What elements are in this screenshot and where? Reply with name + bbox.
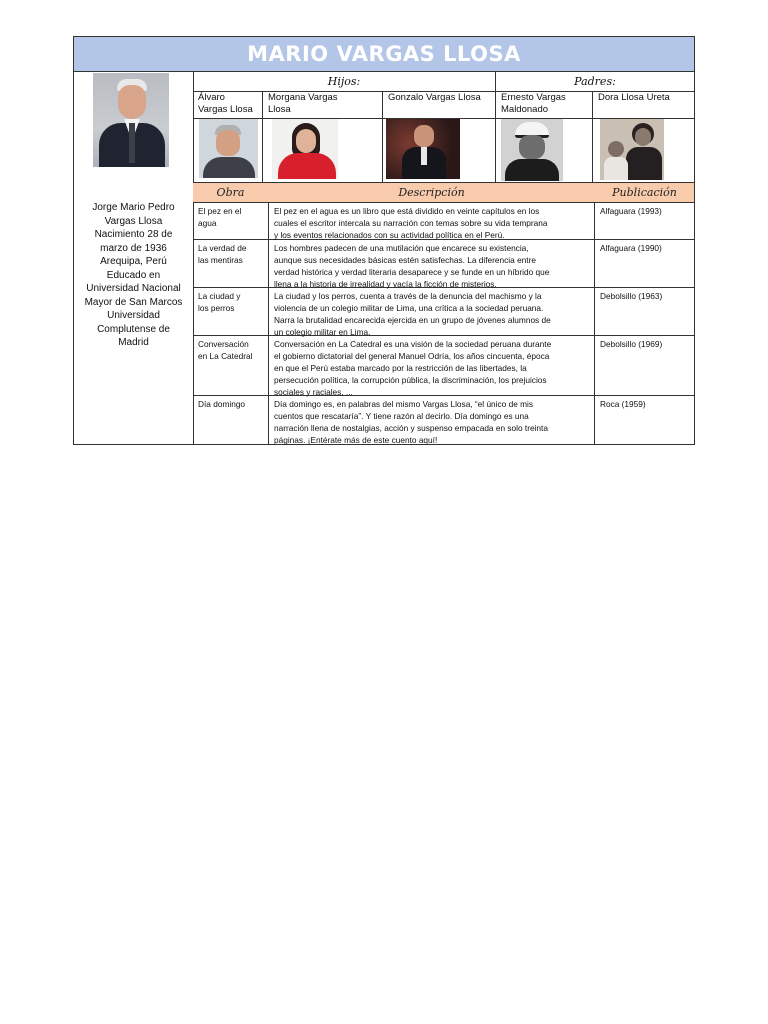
parent-name-ernesto bbox=[496, 91, 592, 118]
title-line: Día domingo bbox=[198, 399, 246, 409]
desc-line: un colegio militar en Lima. bbox=[274, 327, 371, 337]
header-descripcion: Descripción bbox=[398, 186, 465, 199]
photo-alvaro bbox=[199, 119, 258, 178]
desc-line: y los eventos relacionados con su actividad política en el Perú. bbox=[274, 230, 505, 240]
divider bbox=[382, 118, 383, 182]
work-title bbox=[193, 240, 268, 266]
desc-line: sociales y raciales, ... bbox=[274, 387, 353, 397]
work-title bbox=[193, 336, 268, 362]
desc-line: Los hombres padecen de una mutilación que encarece su existencia, bbox=[274, 243, 529, 253]
title-line: El pez en el bbox=[198, 206, 242, 216]
parents-header: Padres: bbox=[574, 74, 616, 88]
child-name-alvaro bbox=[193, 91, 262, 118]
work-description bbox=[268, 336, 595, 395]
children-header: Hijos: bbox=[327, 74, 361, 88]
author-column bbox=[74, 71, 194, 444]
page-title: MARIO VARGAS LLOSA bbox=[247, 42, 521, 66]
desc-line: violencia de un colegio militar de Lima, una crítica a la sociedad peruana. bbox=[274, 303, 544, 313]
name-line: Maldonado bbox=[501, 104, 549, 115]
table-row bbox=[193, 396, 694, 445]
family-header-row bbox=[193, 71, 694, 92]
title-line: La verdad de bbox=[198, 243, 247, 253]
name-line: Gonzalo Vargas Llosa bbox=[388, 92, 481, 103]
desc-line: cuales el escritor intercala su narración con temas sobre su vida temprana bbox=[274, 218, 548, 228]
family-names-row bbox=[193, 91, 694, 119]
title-line: en La Catedral bbox=[198, 351, 253, 361]
desc-line: Conversación en La Catedral es una visión de la sociedad peruana durante bbox=[274, 339, 552, 349]
divider bbox=[592, 118, 593, 182]
name-line: Ernesto Vargas bbox=[501, 92, 566, 103]
work-publication: Alfaguara (1993) bbox=[600, 206, 662, 216]
desc-line: narración llena de nostalgias, acción y suspenso empacada en solo treinta bbox=[274, 423, 548, 433]
child-name-gonzalo bbox=[383, 91, 495, 118]
child-name-morgana bbox=[263, 91, 382, 118]
work-publication: Debolsillo (1969) bbox=[600, 339, 663, 349]
desc-line: La ciudad y los perros, cuenta a través de la denuncia del machismo y la bbox=[274, 291, 542, 301]
photo-gonzalo bbox=[386, 119, 460, 179]
photo-ernesto bbox=[501, 119, 563, 181]
desc-line: El pez en el agua es un libro que está dividido en veinte capítulos en los bbox=[274, 206, 540, 216]
desc-line: páginas. ¡Entérate más de este cuento aquí! bbox=[274, 435, 438, 445]
desc-line: llena a la historia de irrealidad y vacía la ficción de misterios. bbox=[274, 279, 497, 289]
work-publication: Debolsillo (1963) bbox=[600, 291, 663, 301]
parent-name-dora bbox=[593, 91, 694, 118]
author-bio bbox=[76, 201, 191, 350]
bio-line: Complutense de bbox=[97, 323, 170, 335]
header-obra: Obra bbox=[216, 186, 245, 199]
title-line: las mentiras bbox=[198, 255, 243, 265]
bio-line: Arequipa, Perú bbox=[100, 256, 167, 267]
desc-line: el gobierno dictatorial del general Manuel Odría, los años cincuenta, época bbox=[274, 351, 550, 361]
name-line: Morgana Vargas bbox=[268, 92, 338, 103]
title-line: agua bbox=[198, 218, 217, 228]
title-line: los perros bbox=[198, 303, 235, 313]
desc-line: Narra la brutalidad encarecida ejercida en un grupo de jóvenes alumnos de bbox=[274, 315, 551, 325]
photo-morgana bbox=[272, 119, 338, 179]
title-line: La ciudad y bbox=[198, 291, 241, 301]
table-row bbox=[193, 336, 694, 396]
desc-line: persecución política, la corrupción pública, la discriminación, los prejuicios bbox=[274, 375, 547, 385]
divider bbox=[262, 118, 263, 182]
desc-line: aunque sus necesidades básicas estén satisfechas. La diferencia entre bbox=[274, 255, 536, 265]
name-line: Dora Llosa Ureta bbox=[598, 92, 670, 103]
works-header-row bbox=[193, 182, 694, 203]
work-title bbox=[193, 288, 268, 314]
bio-line: Vargas Llosa bbox=[104, 215, 163, 227]
table-row bbox=[193, 203, 694, 240]
bio-line: Jorge Mario Pedro bbox=[92, 202, 175, 213]
bio-line: Mayor de San Marcos bbox=[84, 296, 183, 308]
family-photos-row bbox=[193, 118, 694, 182]
header-publicacion: Publicación bbox=[612, 186, 677, 199]
work-description bbox=[268, 288, 595, 335]
author-portrait bbox=[93, 73, 169, 167]
work-description bbox=[268, 396, 595, 445]
biography-sheet bbox=[73, 36, 695, 445]
bio-line: Madrid bbox=[118, 337, 149, 348]
name-line: Vargas Llosa bbox=[198, 104, 253, 115]
work-description bbox=[268, 203, 595, 239]
bio-line: marzo de 1936 bbox=[100, 242, 167, 254]
table-row bbox=[193, 240, 694, 288]
title-bar bbox=[74, 37, 694, 72]
desc-line: cuentos que rescataría”. Y tiene razón al decirlo. Día domingo es una bbox=[274, 411, 529, 421]
work-title bbox=[193, 396, 268, 410]
work-description bbox=[268, 240, 595, 287]
table-row bbox=[193, 288, 694, 336]
name-line: Llosa bbox=[268, 104, 291, 115]
title-line: Conversación bbox=[198, 339, 249, 349]
desc-line: Día domingo es, en palabras del mismo Vargas Llosa, “el único de mis bbox=[274, 399, 534, 409]
work-title bbox=[193, 203, 268, 229]
bio-line: Educado en bbox=[106, 269, 161, 281]
work-publication: Alfaguara (1990) bbox=[600, 243, 662, 253]
name-line: Álvaro bbox=[198, 92, 225, 103]
desc-line: verdad histórica y verdad literaria desaparece y se funde en un híbrido que bbox=[274, 267, 550, 277]
bio-line: Universidad bbox=[107, 310, 160, 321]
desc-line: en que el Perú estaba marcado por la restricción de las libertades, la bbox=[274, 363, 527, 373]
divider bbox=[495, 118, 496, 182]
work-publication: Roca (1959) bbox=[600, 399, 646, 409]
bio-line: Nacimiento 28 de bbox=[94, 229, 173, 240]
photo-dora bbox=[600, 119, 664, 180]
bio-line: Universidad Nacional bbox=[86, 283, 181, 294]
